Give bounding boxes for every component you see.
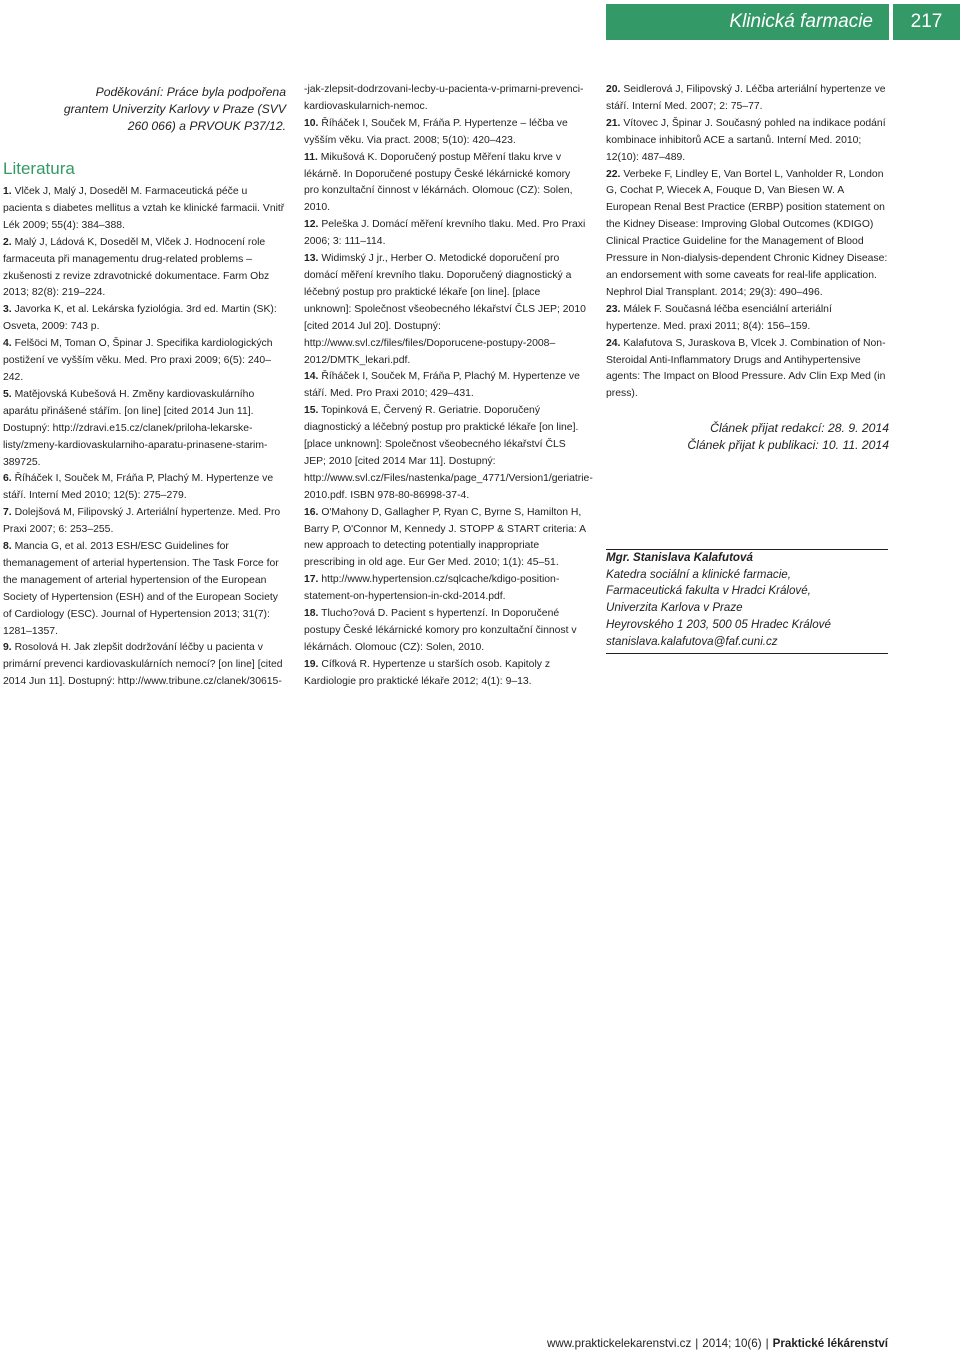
reference-item: 5. Matějovská Kubešová H. Změny kardiovaskulárního aparátu přinášené stářím. [on line] [cited 2014 Jun 11]. Dostupný: http://zdravi.e15.cz/clanek/priloha-lekarske-listy/zmeny-kardiovaskularniho-aparatu-prinasene-starim-389725. xyxy=(3,388,268,468)
page-number-box xyxy=(893,4,960,40)
references-column-2 xyxy=(304,82,593,691)
literature-heading: Literatura xyxy=(3,159,75,178)
reference-item: 9. Rosolová H. Jak zlepšit dodržování léčby u pacienta v primární prevenci kardiovaskulárních nemocí? [on line] [cited 2014 Jun 11]. Dostupný: http://www.tribune.cz/clanek/30615- xyxy=(3,642,283,688)
footer-website[interactable]: www.praktickelekarenstvi.cz xyxy=(546,1337,692,1350)
author-department: Katedra sociální a klinické farmacie, xyxy=(606,567,791,581)
author-email[interactable]: stanislava.kalafutova@faf.cuni.cz xyxy=(606,634,778,648)
section-title: Klinická farmacie xyxy=(729,11,873,32)
author-faculty: Farmaceutická fakulta v Hradci Králové, xyxy=(606,584,811,598)
reference-item: 16. O'Mahony D, Gallagher P, Ryan C, Byrne S, Hamilton H, Barry P, O'Connor M, Kennedy J. STOPP & START criteria: A new approach to detecting potentially inappropriate prescribing in old age. Eur Ger Med. 2010; 1(1): 45–51. xyxy=(304,506,586,569)
references-column-3 xyxy=(606,82,889,403)
footer-journal: Praktické lékárenství xyxy=(772,1337,888,1350)
reference-item: 11. Mikušová K. Doporučený postup Měření tlaku krve v lékárně. In Doporučené postupy České lékárnické komory pro konzultační činnost v lékárnách. Olomouc (CZ): Solen, 2010. xyxy=(304,151,573,214)
reference-item: 3. Javorka K, et al. Lekárska fyziológia. 3rd ed. Martin (SK): Osveta, 2009: 743 p. xyxy=(3,304,277,333)
references-column-1 xyxy=(3,184,286,691)
reference-item: 18. Tlucho?ová D. Pacient s hypertenzí. In Doporučené postupy České lékárnické komory pro konzultační činnost v lékárnách. Olomouc (CZ): Solen, 2010. xyxy=(304,608,577,653)
reference-item: 21. Vítovec J, Špinar J. Současný pohled na indikace podání kombinace inhibitorů ACE a sartanů. Interní Med. 2010; 12(10): 487–489. xyxy=(606,117,886,163)
reference-continuation: -jak-zlepsit-dodrzovani-lecby-u-pacienta-v-primarni-prevenci-kardiovaskularnich-nemoc. xyxy=(304,84,584,112)
reference-item: 4. Felšöci M, Toman O, Špinar J. Specifika kardiologických postižení ve vyšším věku. Med. Pro praxi 2009; 6(5): 240–242. xyxy=(3,338,273,383)
accepted-date: Článek přijat k publikaci: 10. 11. 2014 xyxy=(687,438,889,452)
reference-item: 24. Kalafutova S, Juraskova B, Vlcek J. Combination of Non-Steroidal Anti-Inflammatory Drugs and Antihypertensive agents: The Impact on Blood Pressure. Adv Clin Exp Med (in press). xyxy=(606,337,886,400)
footer-issue: 2014; 10(6) xyxy=(702,1337,762,1350)
page-number: 217 xyxy=(910,11,943,32)
divider xyxy=(606,653,888,654)
reference-item: 12. Peleška J. Domácí měření krevního tlaku. Med. Pro Praxi 2006; 3: 111–114. xyxy=(304,219,586,248)
footer-separator: | xyxy=(695,1337,699,1350)
reference-item: 8. Mancia G, et al. 2013 ESH/ESC Guidelines for themanagement of arterial hypertension. The Task Force for the management of arterial hypertension of the European Society of Hypertension (ESH) and of the European Society of Cardiology (ESC). Journal of Hypertension 2013; 31(7): 1281–1357. xyxy=(3,541,279,637)
reference-item: 7. Dolejšová M, Filipovský J. Arteriální hypertenze. Med. Pro Praxi 2007; 6: 253–255. xyxy=(3,507,281,536)
author-address: Heyrovského 1 203, 500 05 Hradec Králové xyxy=(606,617,831,631)
received-date: Článek přijat redakcí: 28. 9. 2014 xyxy=(710,421,889,435)
reference-item: 19. Cífková R. Hypertenze u starších osob. Kapitoly z Kardiologie pro praktické lékaře 2012; 4(1): 9–13. xyxy=(304,658,551,687)
reference-item: 13. Widimský J jr., Herber O. Metodické doporučení pro domácí měření krevního tlaku. Doporučený diagnostický a léčebný postup pro praktické lékaře [on line]. [place unknown]: Společnost všeobecného lékařství ČLS JEP; 2010 [cited 2014 Jul 20]. Dostupný: http://www.svl.cz/files/files/Doporucene-postupy-2008–2012/DMTK_lekari.pdf. xyxy=(304,253,586,366)
reference-item: 17. http://www.hypertension.cz/sqlcache/kdigo-position-statement-on-hypertension-in-ckd-2014.pdf. xyxy=(304,574,560,603)
reference-item: 10. Říháček I, Souček M, Fráňa P. Hypertenze – léčba ve vyšším věku. Via pract. 2008; 5(10): 420–423. xyxy=(304,117,568,146)
article-dates xyxy=(606,420,889,454)
reference-item: 14. Říháček I, Souček M, Fráňa P, Plachý M. Hypertenze ve stáří. Med. Pro Praxi 2010; 429–431. xyxy=(304,371,580,400)
reference-item: 6. Říháček I, Souček M, Fráňa P, Plachý M. Hypertenze ve stáří. Interní Med 2010; 12(5): 275–279. xyxy=(3,473,274,502)
reference-item: 20. Seidlerová J, Filipovský J. Léčba arteriální hypertenze ve stáří. Interní Med. 2007; 2: 75–77. xyxy=(606,84,886,112)
reference-item: 1. Vlček J, Malý J, Doseděl M. Farmaceutická péče u pacienta s diabetes mellitus a vztah ke klinické farmacii. Vnitř Lék 2009; 55(4): 384–388. xyxy=(3,186,285,231)
author-university: Univerzita Karlova v Praze xyxy=(606,601,743,615)
page-footer xyxy=(470,1337,888,1350)
reference-item: 22. Verbeke F, Lindley E, Van Bortel L, Vanholder R, London G, Cochat P, Wiecek A, Fouque D, Van Biesen W. A European Renal Best Practice (ERBP) position statement on the Kidney Disease: Improving Global Outcomes (KDIGO) Clinical Practice Guideline for the Management of Blood Pressure in Non-dialysis-dependent Chronic Kidney Disease: an endorsement with some caveats for real-life application. Nephrol Dial Transplant. 2014; 29(3): 490–496. xyxy=(606,168,888,298)
acknowledgement: Poděkování: Práce byla podpořena grantem Univerzity Karlovy v Praze (SVV 260 066) a PRVOUK P37/12. xyxy=(63,85,286,133)
reference-item: 15. Topinková E, Červený R. Geriatrie. Doporučený diagnostický a léčebný postup pro praktické lékaře [on line]. [place unknown]: Společnost všeobecného lékařství ČLS JEP; 2010 [cited 2014 Mar 11]. Dostupný: http://www.svl.cz/Files/nastenka/page_4771/Version1/geriatrie-2010.pdf. ISBN 978-80-86998-37-4. xyxy=(304,405,593,501)
reference-item: 2. Malý J, Ládová K, Doseděl M, Vlček J. Hodnocení role farmaceuta při managementu drug-related problems – zkušenosti z revize zdravotnické dokumentace. Farm Obz 2013; 82(8): 219–224. xyxy=(3,236,270,299)
footer-separator: | xyxy=(765,1337,769,1350)
reference-item: 23. Málek F. Současná léčba esenciální arteriální hypertenze. Med. praxi 2011; 8(4): 156–159. xyxy=(606,303,832,332)
section-title-bar xyxy=(606,4,889,40)
author-contact xyxy=(606,549,888,654)
author-name: Mgr. Stanislava Kalafutová xyxy=(606,551,753,564)
